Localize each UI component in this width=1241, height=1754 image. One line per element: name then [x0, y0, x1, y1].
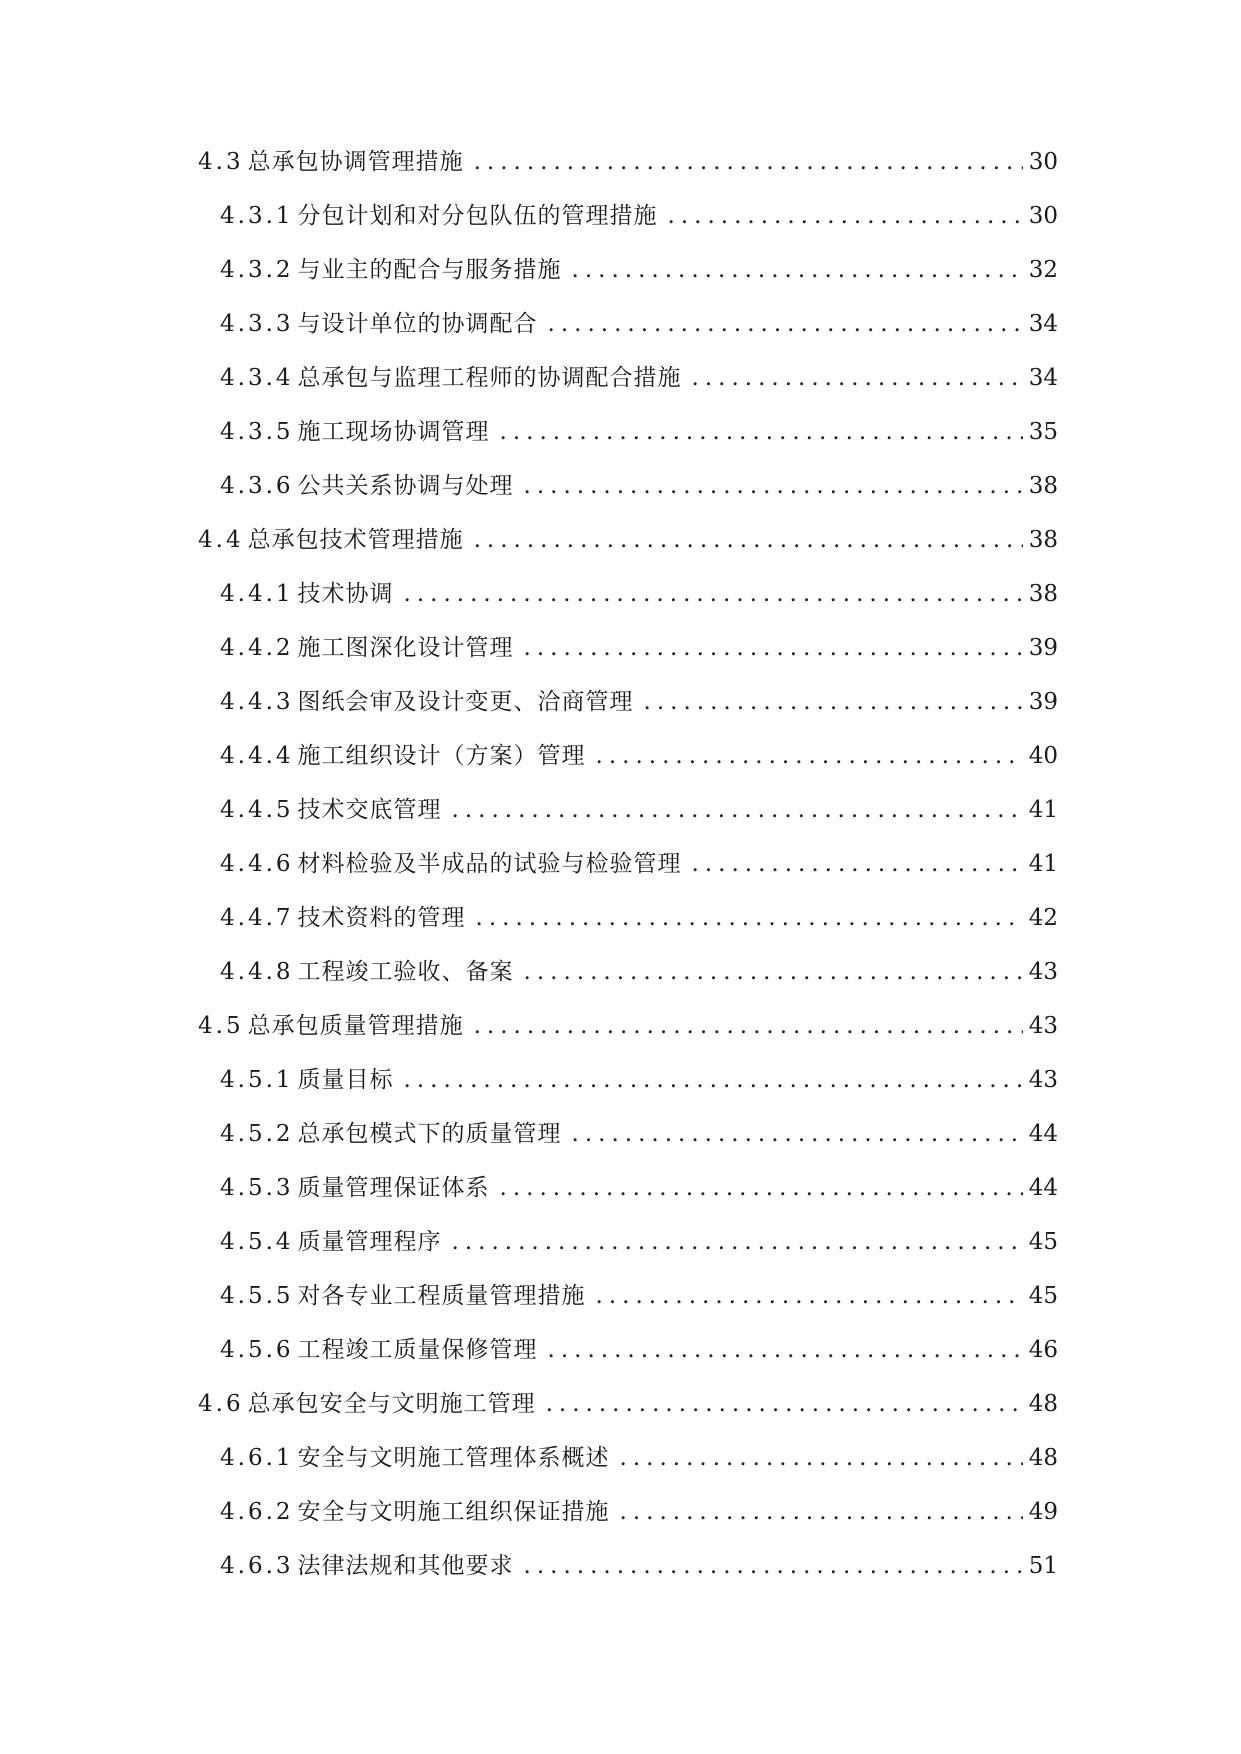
toc-entry-4-4[interactable]	[198, 526, 1058, 580]
entry-label	[220, 202, 658, 230]
entry-number: 4.4.4	[220, 743, 294, 769]
entry-label	[198, 1012, 464, 1040]
entry-title: 材料检验及半成品的试验与检验管理	[297, 851, 682, 877]
entry-title: 施工现场协调管理	[297, 419, 490, 445]
entry-label	[220, 310, 538, 338]
entry-page-number: 43	[1028, 1067, 1058, 1093]
dot-leader	[668, 202, 1023, 230]
entry-page-number: 38	[1028, 473, 1058, 499]
entry-number: 4.4.6	[220, 851, 294, 877]
toc-entry-4-4-8[interactable]	[198, 958, 1058, 1012]
dot-leader	[596, 1282, 1023, 1310]
dot-leader	[572, 256, 1023, 284]
entry-label	[220, 1444, 610, 1472]
toc-entry-4-6-1[interactable]	[198, 1444, 1058, 1498]
entry-title: 施工图深化设计管理	[297, 635, 514, 661]
entry-title: 与设计单位的协调配合	[297, 311, 538, 337]
entry-page-number: 41	[1028, 851, 1058, 877]
entry-label	[220, 1066, 394, 1094]
entry-page-number: 35	[1028, 419, 1058, 445]
toc-entry-4-4-5[interactable]	[198, 796, 1058, 850]
entry-number: 4.3.3	[220, 311, 294, 337]
entry-label	[220, 742, 586, 770]
entry-number: 4.5.5	[220, 1283, 294, 1309]
entry-page-number: 38	[1028, 581, 1058, 607]
toc-entry-4-4-4[interactable]	[198, 742, 1058, 796]
entry-label	[220, 796, 442, 824]
dot-leader	[572, 1120, 1023, 1148]
dot-leader	[546, 1390, 1023, 1418]
entry-number: 4.4.1	[220, 581, 294, 607]
entry-title: 分包计划和对分包队伍的管理措施	[297, 203, 658, 229]
toc-entry-4-6[interactable]	[198, 1390, 1058, 1444]
toc-entry-4-4-3[interactable]	[198, 688, 1058, 742]
entry-number: 4.5.1	[220, 1067, 294, 1093]
entry-label	[220, 364, 682, 392]
dot-leader	[524, 958, 1023, 986]
dot-leader	[548, 310, 1023, 338]
entry-label	[220, 418, 490, 446]
dot-leader	[474, 1012, 1023, 1040]
toc-entry-4-4-1[interactable]	[198, 580, 1058, 634]
entry-number: 4.3	[198, 149, 244, 175]
dot-leader	[548, 1336, 1023, 1364]
entry-title: 质量管理程序	[297, 1229, 442, 1255]
entry-label	[220, 850, 682, 878]
entry-number: 4.4.5	[220, 797, 294, 823]
entry-label	[220, 472, 514, 500]
toc-entry-4-4-6[interactable]	[198, 850, 1058, 904]
dot-leader	[500, 418, 1023, 446]
entry-title: 质量目标	[297, 1067, 394, 1093]
entry-page-number: 40	[1028, 743, 1058, 769]
entry-page-number: 48	[1028, 1445, 1058, 1471]
toc-entry-4-3-1[interactable]	[198, 202, 1058, 256]
entry-title: 总承包技术管理措施	[247, 527, 464, 553]
entry-number: 4.4.3	[220, 689, 294, 715]
entry-page-number: 32	[1028, 257, 1058, 283]
entry-label	[198, 148, 464, 176]
entry-number: 4.6	[198, 1391, 244, 1417]
entry-page-number: 46	[1028, 1337, 1058, 1363]
dot-leader	[692, 850, 1023, 878]
entry-label	[198, 526, 464, 554]
entry-page-number: 48	[1028, 1391, 1058, 1417]
toc-entry-4-5-3[interactable]	[198, 1174, 1058, 1228]
dot-leader	[620, 1444, 1023, 1472]
entry-number: 4.3.5	[220, 419, 294, 445]
entry-page-number: 42	[1028, 905, 1058, 931]
entry-number: 4.5.2	[220, 1121, 294, 1147]
entry-label	[220, 580, 394, 608]
toc-entry-4-5-1[interactable]	[198, 1066, 1058, 1120]
toc-entry-4-6-3[interactable]	[198, 1552, 1058, 1606]
dot-leader	[474, 148, 1023, 176]
entry-page-number: 34	[1028, 365, 1058, 391]
entry-label	[220, 1228, 442, 1256]
entry-page-number: 39	[1028, 635, 1058, 661]
entry-label	[220, 688, 634, 716]
entry-title: 工程竣工验收、备案	[297, 959, 514, 985]
entry-page-number: 30	[1028, 149, 1058, 175]
entry-title: 技术资料的管理	[297, 905, 466, 931]
toc-entry-4-4-7[interactable]	[198, 904, 1058, 958]
toc-entry-4-3-2[interactable]	[198, 256, 1058, 310]
entry-number: 4.4.7	[220, 905, 294, 931]
dot-leader	[596, 742, 1023, 770]
dot-leader	[692, 364, 1023, 392]
entry-number: 4.3.4	[220, 365, 294, 391]
entry-number: 4.4.8	[220, 959, 294, 985]
entry-number: 4.5	[198, 1013, 244, 1039]
entry-number: 4.6.1	[220, 1445, 294, 1471]
entry-title: 公共关系协调与处理	[297, 473, 514, 499]
toc-entry-4-4-2[interactable]	[198, 634, 1058, 688]
toc-entry-4-3-4[interactable]	[198, 364, 1058, 418]
entry-label	[220, 256, 562, 284]
entry-title: 施工组织设计（方案）管理	[297, 743, 586, 769]
entry-title: 技术协调	[297, 581, 394, 607]
entry-number: 4.5.4	[220, 1229, 294, 1255]
entry-number: 4.3.1	[220, 203, 294, 229]
entry-number: 4.4	[198, 527, 244, 553]
toc-entry-4-5-5[interactable]	[198, 1282, 1058, 1336]
toc-entry-4-3-3[interactable]	[198, 310, 1058, 364]
dot-leader	[524, 1552, 1023, 1580]
dot-leader	[500, 1174, 1023, 1202]
dot-leader	[644, 688, 1023, 716]
toc-entry-4-3-6[interactable]	[198, 472, 1058, 526]
entry-title: 安全与文明施工组织保证措施	[297, 1499, 610, 1525]
entry-number: 4.6.3	[220, 1553, 294, 1579]
entry-label	[220, 904, 466, 932]
entry-label	[220, 958, 514, 986]
entry-label	[220, 1498, 610, 1526]
toc-entry-4-5-4[interactable]	[198, 1228, 1058, 1282]
dot-leader	[524, 634, 1023, 662]
toc-entry-4-5-2[interactable]	[198, 1120, 1058, 1174]
entry-label	[220, 1174, 490, 1202]
toc-entry-4-6-2[interactable]	[198, 1498, 1058, 1552]
entry-label	[220, 634, 514, 662]
entry-number: 4.6.2	[220, 1499, 294, 1525]
dot-leader	[404, 1066, 1023, 1094]
entry-title: 法律法规和其他要求	[297, 1553, 514, 1579]
entry-title: 与业主的配合与服务措施	[297, 257, 562, 283]
entry-number: 4.3.2	[220, 257, 294, 283]
toc-entry-4-3-5[interactable]	[198, 418, 1058, 472]
dot-leader	[452, 1228, 1023, 1256]
entry-page-number: 43	[1028, 1013, 1058, 1039]
entry-page-number: 41	[1028, 797, 1058, 823]
entry-title: 技术交底管理	[297, 797, 442, 823]
entry-page-number: 45	[1028, 1229, 1058, 1255]
entry-title: 质量管理保证体系	[297, 1175, 490, 1201]
entry-page-number: 43	[1028, 959, 1058, 985]
table-of-contents	[198, 148, 1058, 1606]
entry-number: 4.3.6	[220, 473, 294, 499]
entry-page-number: 39	[1028, 689, 1058, 715]
toc-entry-4-5[interactable]	[198, 1012, 1058, 1066]
entry-number: 4.5.3	[220, 1175, 294, 1201]
entry-label	[198, 1390, 536, 1418]
dot-leader	[404, 580, 1023, 608]
entry-number: 4.4.2	[220, 635, 294, 661]
entry-title: 工程竣工质量保修管理	[297, 1337, 538, 1363]
dot-leader	[524, 472, 1023, 500]
entry-page-number: 38	[1028, 527, 1058, 553]
entry-page-number: 44	[1028, 1175, 1058, 1201]
entry-page-number: 49	[1028, 1499, 1058, 1525]
entry-title: 总承包安全与文明施工管理	[247, 1391, 536, 1417]
dot-leader	[620, 1498, 1023, 1526]
entry-title: 对各专业工程质量管理措施	[297, 1283, 586, 1309]
entry-title: 总承包模式下的质量管理	[297, 1121, 562, 1147]
entry-number: 4.5.6	[220, 1337, 294, 1363]
dot-leader	[452, 796, 1023, 824]
entry-title: 安全与文明施工管理体系概述	[297, 1445, 610, 1471]
dot-leader	[474, 526, 1023, 554]
entry-title: 图纸会审及设计变更、洽商管理	[297, 689, 634, 715]
entry-label	[220, 1552, 514, 1580]
entry-page-number: 30	[1028, 203, 1058, 229]
entry-page-number: 34	[1028, 311, 1058, 337]
toc-entry-4-5-6[interactable]	[198, 1336, 1058, 1390]
entry-label	[220, 1336, 538, 1364]
entry-title: 总承包质量管理措施	[247, 1013, 464, 1039]
entry-label	[220, 1282, 586, 1310]
entry-label	[220, 1120, 562, 1148]
entry-title: 总承包协调管理措施	[247, 149, 464, 175]
dot-leader	[476, 904, 1023, 932]
entry-page-number: 45	[1028, 1283, 1058, 1309]
toc-entry-4-3[interactable]	[198, 148, 1058, 202]
entry-page-number: 44	[1028, 1121, 1058, 1147]
entry-page-number: 51	[1028, 1553, 1058, 1579]
entry-title: 总承包与监理工程师的协调配合措施	[297, 365, 682, 391]
